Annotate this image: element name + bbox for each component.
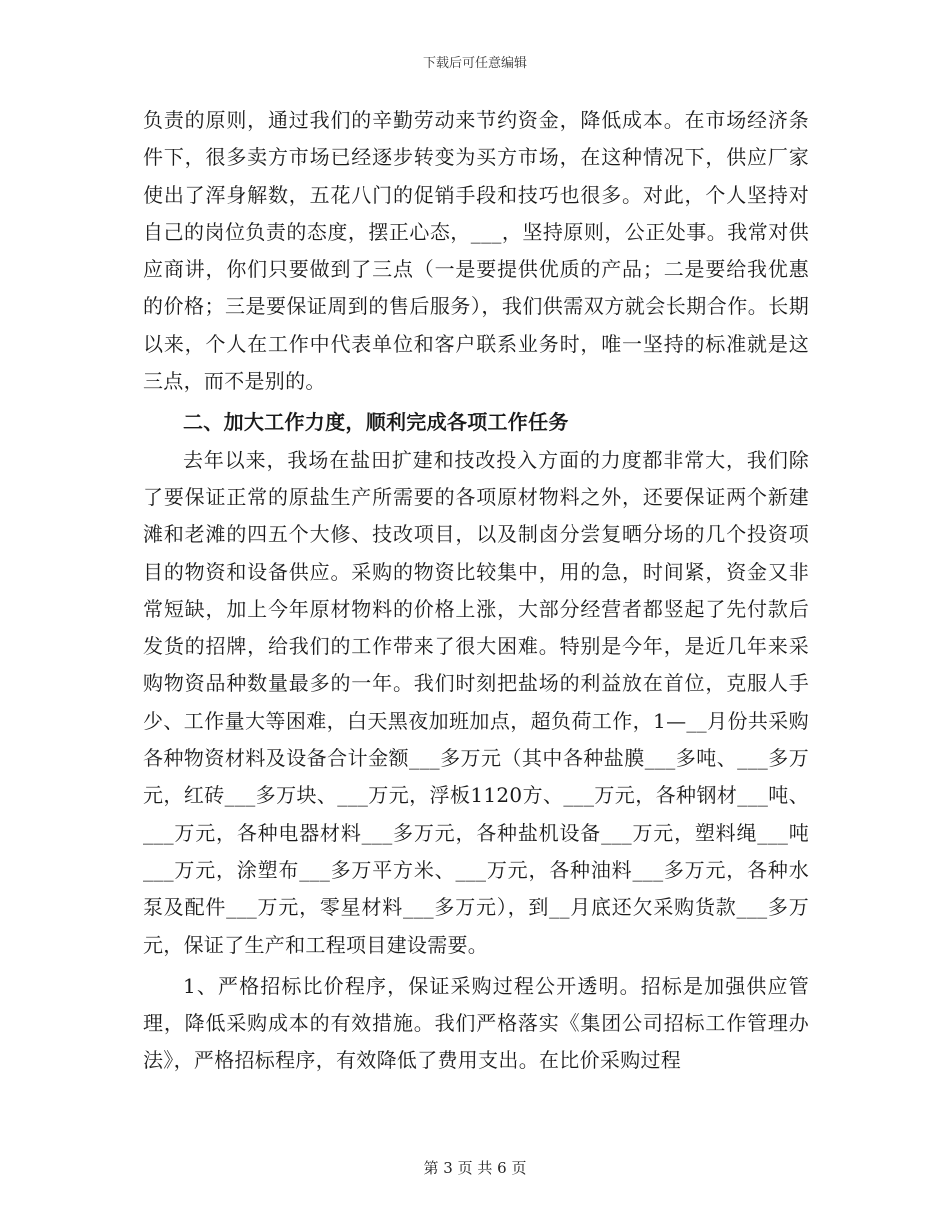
page-header-note: 下载后可任意编辑 — [422, 56, 527, 71]
document-body — [143, 102, 809, 1080]
paragraph-bidding: 1、严格招标比价程序，保证采购过程公开透明。招标是加强供应管理，降低采购成本的有效措施。我们严格落实《集团公司招标工作管理办法》，严格招标程序，有效降低了费用支出。在比价采购过程 — [143, 973, 809, 1073]
paragraph-continuation: 负责的原则，通过我们的辛勤劳动来节约资金，降低成本。在市场经济条件下，很多卖方市场已经逐步转变为买方市场，在这种情况下，供应厂家使出了浑身解数，五花八门的促销手段和技巧也很多。对此，个人坚持对自己的岗位负责的态度，摆正心态，___，坚持原则，公正处事。我常对供应商讲，你们只要做到了三点（一是要提供优质的产品；二是要给我优惠的价格；三是要保证周到的售后服务），我们供需双方就会长期合作。长期以来，个人在工作中代表单位和客户联系业务时，唯一坚持的标准就是这三点，而不是别的。 — [143, 108, 809, 394]
section-heading: 二、加大工作力度，顺利完成各项工作任务 — [183, 410, 569, 435]
paragraph-procurement: 去年以来，我场在盐田扩建和技改投入方面的力度都非常大，我们除了要保证正常的原盐生产所需要的各项原材物料之外，还要保证两个新建滩和老滩的四五个大修、技改项目，以及制卤分尝复晒分场的几个投资项目的物资和设备供应。采购的物资比较集中，用的急，时间紧，资金又非常短缺，加上今年原材物料的价格上涨，大部分经营者都竖起了先付款后发货的招牌，给我们的工作带来了很大困难。特别是今年，是近几年来采购物资品种数量最多的一年。我们时刻把盐场的利益放在首位，克服人手少、工作量大等困难，白天黑夜加班加点，超负荷工作，1—__月份共采购各种物资材料及设备合计金额___多万元（其中各种盐膜___多吨、___多万元，红砖___多万块、___万元，浮板1120方、___万元，各种钢材___吨、___万元，各种电器材料___多万元，各种盐机设备___万元，塑料绳___吨___万元，涂塑布___多万平方米、___万元，各种油料___多万元，各种水泵及配件___万元，零星材料___多万元），到__月底还欠采购货款___多万元，保证了生产和工程项目建设需要。 — [143, 447, 809, 957]
page-number: 第 3 页 共 6 页 — [423, 1159, 527, 1177]
